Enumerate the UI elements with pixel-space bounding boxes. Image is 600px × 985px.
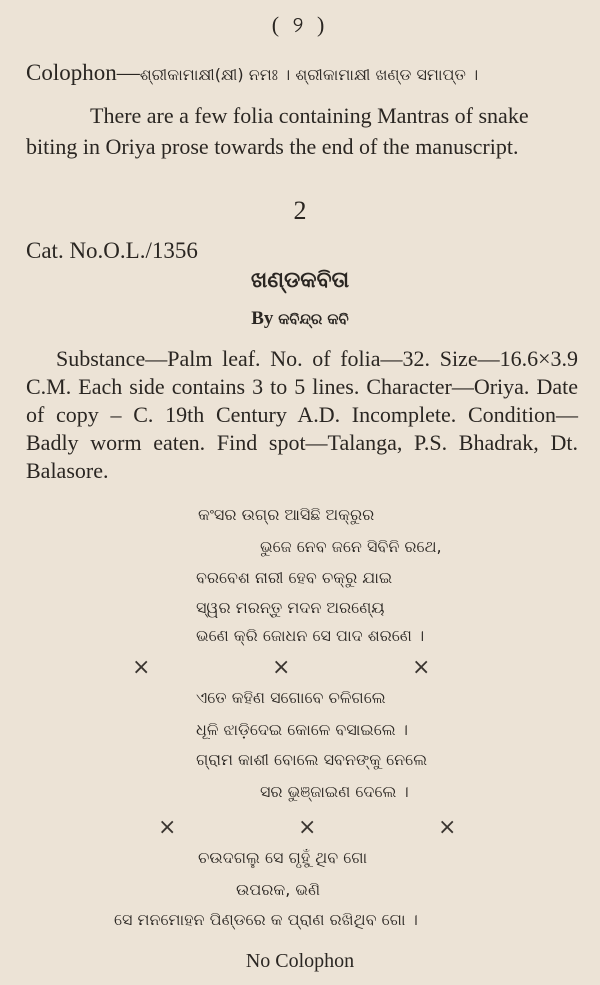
verse-line: ଭୁଜେ ନେବ ଜନେ ସିବିନି ରଥେ, [260,537,442,556]
colophon-label: Colophon— [26,60,140,85]
verse-line: ସର ଭୁଞ୍ଜାଇଣ ଦେଲେ । [260,782,409,801]
verse-line: କଂସର ଉଗ୍ର ଆସିଛି ଅକ୍ରୁର [198,505,375,524]
by-label: By [251,308,274,329]
verse-line: ଉପରକ, ଭଣି [236,880,321,899]
verse-line: ଭଣେ କ୍ରି ଜୋଧନ ସେ ପାଦ ଶରଣେ । [196,626,425,645]
verse-line: ଚଉଦଗଲୁ ସେ ଗୃହୁଁ ଥିବ ଗୋ [198,848,368,867]
verse-line: ସେ ମନମୋହନ ପିଣ୍ଡରେ କ ପ୍ରାଣ ରଖିଥିବ ଗୋ । [114,910,418,929]
colophon-line [26,60,478,86]
work-title: ଖଣ୍ଡକବିତା [250,268,350,293]
separator-mark: × [272,655,291,680]
colophon-text: ଶ୍ରୀକାମାକ୍ଷୀ(କ୍ଷୀ) ନମଃ । ଶ୍ରୀକାମାକ୍ଷୀ ଖଣ୍ଡ ସମାପ୍ତ । [139,65,479,84]
separator-mark: × [412,655,431,680]
manuscript-note: There are a few folia containing Mantras of snake biting in Oriya prose towards the end of the manuscript. [26,103,529,159]
verse-line: ବରବେଶ ନାରୀ ହେବ ଚକ୍ରୁ ଯାଇ [196,568,393,587]
catalogue-number: Cat. No.O.L./1356 [26,238,198,263]
verse-line: ସ୍ୱର ମରନ୍ତୁ ମଦନ ଅରଣ୍ୟେ [196,598,385,617]
separator-mark: × [438,815,457,840]
verse-line: ଏତେ କହିଣ ସଗୋବେ ଚଳିଗଲେ [196,688,386,707]
verse-line: ଗ୍ରାମ କାଶୀ ବୋଲେ ସବନଙ୍କୁ ନେଲେ [196,750,428,769]
end-note: No Colophon [245,950,355,972]
author-name: କବିନ୍ଦ୍ର କବି [278,310,349,328]
entry-number: 2 [293,196,307,225]
page-number: ( ୨ ) [271,12,329,37]
separator-mark: × [132,655,151,680]
separator-mark: × [298,815,317,840]
separator-mark: × [158,815,177,840]
verse-line: ଧୂଳି ଝାଡ଼ିଦେଇ କୋଳେ ବସାଇଲେ । [196,720,408,739]
byline [0,308,600,330]
manuscript-description: Substance—Palm leaf. No. of folia—32. Size—16.6×3.9 C.M. Each side contains 3 to 5 lines. Character—Oriya. Date of copy – C. 19th Century A.D. Incomplete. Condition—Badly worm eaten. Find spot—Talanga, P.S. Bhadrak, Dt. Balasore. [26,346,578,483]
